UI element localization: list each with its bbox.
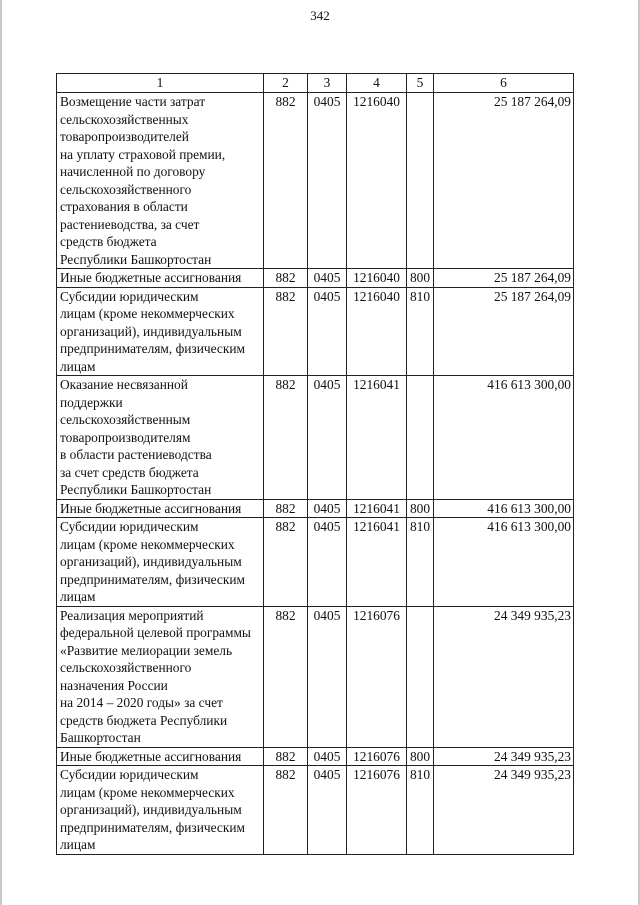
amount: 24 349 935,23 bbox=[434, 606, 574, 747]
scan-edge-left bbox=[0, 0, 2, 905]
table-row bbox=[57, 606, 574, 747]
amount: 24 349 935,23 bbox=[434, 766, 574, 855]
section-code: 0405 bbox=[308, 518, 347, 607]
table-row bbox=[57, 518, 574, 607]
ministry-code: 882 bbox=[264, 606, 308, 747]
ministry-code: 882 bbox=[264, 518, 308, 607]
expense-type-code: 810 bbox=[407, 287, 434, 376]
amount: 24 349 935,23 bbox=[434, 747, 574, 766]
expense-type-code: 810 bbox=[407, 766, 434, 855]
target-article-code: 1216040 bbox=[347, 93, 407, 269]
ministry-code: 882 bbox=[264, 376, 308, 500]
target-article-code: 1216041 bbox=[347, 376, 407, 500]
expense-type-code: 800 bbox=[407, 269, 434, 288]
target-article-code: 1216041 bbox=[347, 499, 407, 518]
section-code: 0405 bbox=[308, 93, 347, 269]
table-row bbox=[57, 287, 574, 376]
target-article-code: 1216040 bbox=[347, 287, 407, 376]
header-cell: 3 bbox=[308, 74, 347, 93]
section-code: 0405 bbox=[308, 766, 347, 855]
header-cell: 1 bbox=[57, 74, 264, 93]
target-article-code: 1216076 bbox=[347, 606, 407, 747]
table-row bbox=[57, 499, 574, 518]
header-cell: 5 bbox=[407, 74, 434, 93]
ministry-code: 882 bbox=[264, 499, 308, 518]
ministry-code: 882 bbox=[264, 747, 308, 766]
target-article-code: 1216076 bbox=[347, 766, 407, 855]
table-header-row bbox=[57, 74, 574, 93]
target-article-code: 1216076 bbox=[347, 747, 407, 766]
header-cell: 2 bbox=[264, 74, 308, 93]
row-name: Субсидии юридическим лицам (кроме некоммерческих организаций), индивидуальным предпринимателям, физическим лицам bbox=[57, 766, 264, 855]
section-code: 0405 bbox=[308, 747, 347, 766]
row-name: Субсидии юридическим лицам (кроме некоммерческих организаций), индивидуальным предпринимателям, физическим лицам bbox=[57, 518, 264, 607]
header-cell: 6 bbox=[434, 74, 574, 93]
table-row bbox=[57, 269, 574, 288]
amount: 416 613 300,00 bbox=[434, 499, 574, 518]
ministry-code: 882 bbox=[264, 766, 308, 855]
amount: 25 187 264,09 bbox=[434, 269, 574, 288]
row-name: Реализация мероприятий федеральной целевой программы «Развитие мелиорации земель сельскохозяйственного назначения России на 2014 – 2020 годы» за счет средств бюджета Республики Башкортостан bbox=[57, 606, 264, 747]
expense-type-code: 800 bbox=[407, 499, 434, 518]
ministry-code: 882 bbox=[264, 287, 308, 376]
target-article-code: 1216041 bbox=[347, 518, 407, 607]
table-row bbox=[57, 766, 574, 855]
row-name: Возмещение части затрат сельскохозяйственных товаропроизводителей на уплату страховой премии, начисленной по договору сельскохозяйственного страхования в области растениеводства, за счет средств бюджета Республики Башкортостан bbox=[57, 93, 264, 269]
section-code: 0405 bbox=[308, 606, 347, 747]
row-name: Иные бюджетные ассигнования bbox=[57, 499, 264, 518]
amount: 25 187 264,09 bbox=[434, 287, 574, 376]
amount: 416 613 300,00 bbox=[434, 376, 574, 500]
target-article-code: 1216040 bbox=[347, 269, 407, 288]
expense-type-code bbox=[407, 93, 434, 269]
ministry-code: 882 bbox=[264, 269, 308, 288]
amount: 25 187 264,09 bbox=[434, 93, 574, 269]
section-code: 0405 bbox=[308, 376, 347, 500]
header-cell: 4 bbox=[347, 74, 407, 93]
row-name: Иные бюджетные ассигнования bbox=[57, 269, 264, 288]
page-number: 342 bbox=[310, 8, 330, 23]
expense-type-code: 800 bbox=[407, 747, 434, 766]
section-code: 0405 bbox=[308, 499, 347, 518]
row-name: Субсидии юридическим лицам (кроме некоммерческих организаций), индивидуальным предпринимателям, физическим лицам bbox=[57, 287, 264, 376]
amount: 416 613 300,00 bbox=[434, 518, 574, 607]
row-name: Иные бюджетные ассигнования bbox=[57, 747, 264, 766]
section-code: 0405 bbox=[308, 287, 347, 376]
ministry-code: 882 bbox=[264, 93, 308, 269]
table-row bbox=[57, 376, 574, 500]
expense-type-code bbox=[407, 376, 434, 500]
section-code: 0405 bbox=[308, 269, 347, 288]
expense-type-code bbox=[407, 606, 434, 747]
table-row bbox=[57, 747, 574, 766]
row-name: Оказание несвязанной поддержки сельскохозяйственным товаропроизводителям в области растениеводства за счет средств бюджета Республики Башкортостан bbox=[57, 376, 264, 500]
budget-table bbox=[56, 73, 574, 855]
table-row bbox=[57, 93, 574, 269]
expense-type-code: 810 bbox=[407, 518, 434, 607]
